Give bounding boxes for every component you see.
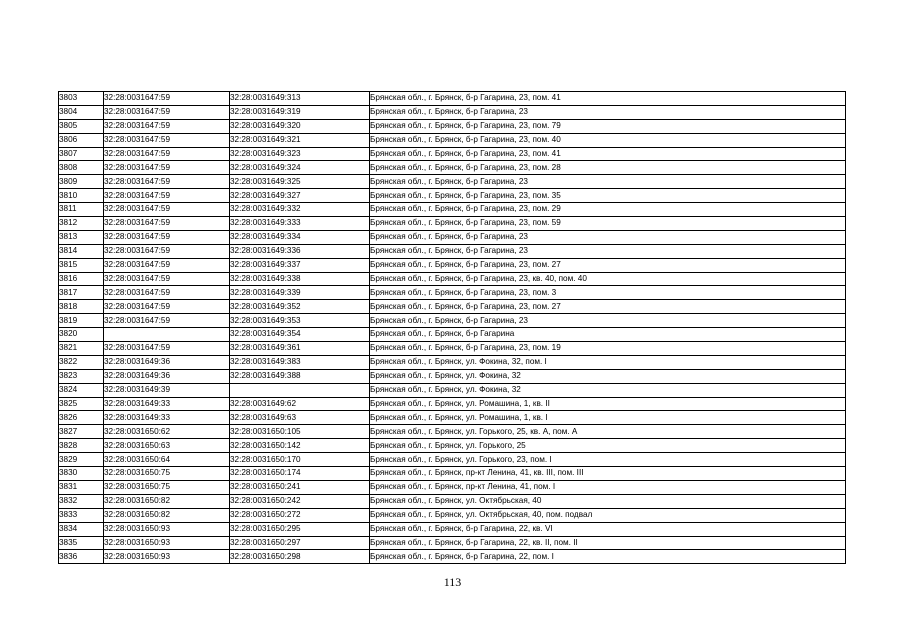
cadastral-number-cell: 32:28:0031649:324 (230, 161, 370, 175)
parent-cadastral-number-cell: 32:28:0031650:62 (104, 425, 230, 439)
table-row (59, 300, 846, 314)
row-number-cell: 3816 (59, 272, 104, 286)
address-cell: Брянская обл., г. Брянск, б-р Гагарина, 23, пом. 19 (370, 342, 846, 356)
parent-cadastral-number-cell (104, 328, 230, 342)
table-row (59, 425, 846, 439)
parent-cadastral-number-cell: 32:28:0031650:93 (104, 522, 230, 536)
address-cell: Брянская обл., г. Брянск, ул. Ромашина, 1, кв. I (370, 411, 846, 425)
address-cell: Брянская обл., г. Брянск, б-р Гагарина, 23 (370, 314, 846, 328)
cadastral-number-cell: 32:28:0031650:242 (230, 494, 370, 508)
address-cell: Брянская обл., г. Брянск, ул. Горького, 23, пом. I (370, 453, 846, 467)
cadastral-number-cell: 32:28:0031650:295 (230, 522, 370, 536)
cadastral-number-cell: 32:28:0031649:354 (230, 328, 370, 342)
row-number-cell: 3813 (59, 230, 104, 244)
address-cell: Брянская обл., г. Брянск, б-р Гагарина, 23, пом. 41 (370, 92, 846, 106)
address-cell: Брянская обл., г. Брянск, б-р Гагарина, 23, пом. 40 (370, 133, 846, 147)
table-row (59, 230, 846, 244)
cadastral-number-cell: 32:28:0031650:174 (230, 467, 370, 481)
table-row (59, 92, 846, 106)
cadastral-number-cell: 32:28:0031650:298 (230, 550, 370, 564)
parent-cadastral-number-cell: 32:28:0031650:82 (104, 508, 230, 522)
row-number-cell: 3820 (59, 328, 104, 342)
table-body (59, 92, 846, 564)
cadastral-number-cell: 32:28:0031649:332 (230, 203, 370, 217)
cadastral-number-cell: 32:28:0031649:339 (230, 286, 370, 300)
row-number-cell: 3803 (59, 92, 104, 106)
row-number-cell: 3824 (59, 383, 104, 397)
table-row (59, 439, 846, 453)
parent-cadastral-number-cell: 32:28:0031647:59 (104, 161, 230, 175)
table-row (59, 467, 846, 481)
address-cell: Брянская обл., г. Брянск, ул. Фокина, 32, пом. I (370, 355, 846, 369)
row-number-cell: 3827 (59, 425, 104, 439)
parent-cadastral-number-cell: 32:28:0031647:59 (104, 300, 230, 314)
row-number-cell: 3833 (59, 508, 104, 522)
row-number-cell: 3818 (59, 300, 104, 314)
address-cell: Брянская обл., г. Брянск, пр-кт Ленина, 41, кв. III, пом. III (370, 467, 846, 481)
parent-cadastral-number-cell: 32:28:0031647:59 (104, 203, 230, 217)
parent-cadastral-number-cell: 32:28:0031647:59 (104, 92, 230, 106)
row-number-cell: 3809 (59, 175, 104, 189)
address-cell: Брянская обл., г. Брянск, б-р Гагарина, 23, пом. 27 (370, 300, 846, 314)
parent-cadastral-number-cell: 32:28:0031649:36 (104, 355, 230, 369)
cadastral-number-cell: 32:28:0031649:353 (230, 314, 370, 328)
address-cell: Брянская обл., г. Брянск, б-р Гагарина, 22, пом. I (370, 550, 846, 564)
table-row (59, 536, 846, 550)
row-number-cell: 3819 (59, 314, 104, 328)
parent-cadastral-number-cell: 32:28:0031647:59 (104, 272, 230, 286)
parent-cadastral-number-cell: 32:28:0031647:59 (104, 119, 230, 133)
row-number-cell: 3834 (59, 522, 104, 536)
row-number-cell: 3823 (59, 369, 104, 383)
parent-cadastral-number-cell: 32:28:0031647:59 (104, 342, 230, 356)
cadastral-number-cell: 32:28:0031649:337 (230, 258, 370, 272)
address-cell: Брянская обл., г. Брянск, б-р Гагарина, 23 (370, 244, 846, 258)
cadastral-number-cell: 32:28:0031650:105 (230, 425, 370, 439)
cadastral-number-cell: 32:28:0031650:142 (230, 439, 370, 453)
table-row (59, 217, 846, 231)
cadastral-number-cell: 32:28:0031649:325 (230, 175, 370, 189)
row-number-cell: 3815 (59, 258, 104, 272)
cadastral-number-cell: 32:28:0031649:334 (230, 230, 370, 244)
cadastral-number-cell: 32:28:0031650:170 (230, 453, 370, 467)
table-row (59, 480, 846, 494)
cadastral-number-cell: 32:28:0031649:336 (230, 244, 370, 258)
row-number-cell: 3812 (59, 217, 104, 231)
row-number-cell: 3835 (59, 536, 104, 550)
address-cell: Брянская обл., г. Брянск, б-р Гагарина, 23, пом. 41 (370, 147, 846, 161)
table-row (59, 286, 846, 300)
row-number-cell: 3825 (59, 397, 104, 411)
table-row (59, 119, 846, 133)
parent-cadastral-number-cell: 32:28:0031647:59 (104, 175, 230, 189)
cadastral-number-cell: 32:28:0031649:352 (230, 300, 370, 314)
parent-cadastral-number-cell: 32:28:0031649:36 (104, 369, 230, 383)
address-cell: Брянская обл., г. Брянск, ул. Горького, 25 (370, 439, 846, 453)
row-number-cell: 3821 (59, 342, 104, 356)
address-cell: Брянская обл., г. Брянск, ул. Октябрьская, 40, пом. подвал (370, 508, 846, 522)
cadastral-number-cell: 32:28:0031649:333 (230, 217, 370, 231)
parent-cadastral-number-cell: 32:28:0031647:59 (104, 189, 230, 203)
address-cell: Брянская обл., г. Брянск, ул. Горького, 25, кв. А, пом. А (370, 425, 846, 439)
parent-cadastral-number-cell: 32:28:0031649:39 (104, 383, 230, 397)
row-number-cell: 3804 (59, 105, 104, 119)
address-cell: Брянская обл., г. Брянск, ул. Октябрьская, 40 (370, 494, 846, 508)
parent-cadastral-number-cell: 32:28:0031649:33 (104, 411, 230, 425)
address-cell: Брянская обл., г. Брянск, б-р Гагарина, 23 (370, 105, 846, 119)
cadastral-number-cell: 32:28:0031649:323 (230, 147, 370, 161)
row-number-cell: 3807 (59, 147, 104, 161)
parent-cadastral-number-cell: 32:28:0031650:63 (104, 439, 230, 453)
address-cell: Брянская обл., г. Брянск, пр-кт Ленина, 41, пом. I (370, 480, 846, 494)
address-cell: Брянская обл., г. Брянск, б-р Гагарина, 22, кв. VI (370, 522, 846, 536)
parent-cadastral-number-cell: 32:28:0031650:82 (104, 494, 230, 508)
table-row (59, 397, 846, 411)
address-cell: Брянская обл., г. Брянск, б-р Гагарина, 23, пом. 59 (370, 217, 846, 231)
table-row (59, 189, 846, 203)
row-number-cell: 3828 (59, 439, 104, 453)
cadastral-number-cell: 32:28:0031649:388 (230, 369, 370, 383)
row-number-cell: 3826 (59, 411, 104, 425)
table-row (59, 133, 846, 147)
address-cell: Брянская обл., г. Брянск, б-р Гагарина (370, 328, 846, 342)
parent-cadastral-number-cell: 32:28:0031650:75 (104, 467, 230, 481)
page-number: 113 (443, 575, 462, 589)
parent-cadastral-number-cell: 32:28:0031647:59 (104, 230, 230, 244)
cadastral-registry-table (58, 91, 846, 564)
table-row (59, 258, 846, 272)
cadastral-number-cell: 32:28:0031649:62 (230, 397, 370, 411)
table-row (59, 175, 846, 189)
row-number-cell: 3808 (59, 161, 104, 175)
row-number-cell: 3829 (59, 453, 104, 467)
parent-cadastral-number-cell: 32:28:0031647:59 (104, 244, 230, 258)
parent-cadastral-number-cell: 32:28:0031647:59 (104, 286, 230, 300)
cadastral-number-cell: 32:28:0031649:63 (230, 411, 370, 425)
address-cell: Брянская обл., г. Брянск, б-р Гагарина, 23, пом. 29 (370, 203, 846, 217)
address-cell: Брянская обл., г. Брянск, б-р Гагарина, 23, кв. 40, пом. 40 (370, 272, 846, 286)
row-number-cell: 3810 (59, 189, 104, 203)
table-row (59, 369, 846, 383)
cadastral-number-cell: 32:28:0031650:272 (230, 508, 370, 522)
address-cell: Брянская обл., г. Брянск, б-р Гагарина, 22, кв. II, пом. II (370, 536, 846, 550)
parent-cadastral-number-cell: 32:28:0031647:59 (104, 133, 230, 147)
row-number-cell: 3817 (59, 286, 104, 300)
parent-cadastral-number-cell: 32:28:0031647:59 (104, 217, 230, 231)
row-number-cell: 3805 (59, 119, 104, 133)
cadastral-number-cell (230, 383, 370, 397)
address-cell: Брянская обл., г. Брянск, б-р Гагарина, 23 (370, 230, 846, 244)
parent-cadastral-number-cell: 32:28:0031647:59 (104, 314, 230, 328)
address-cell: Брянская обл., г. Брянск, б-р Гагарина, 23 (370, 175, 846, 189)
cadastral-number-cell: 32:28:0031649:313 (230, 92, 370, 106)
address-cell: Брянская обл., г. Брянск, б-р Гагарина, 23, пом. 35 (370, 189, 846, 203)
address-cell: Брянская обл., г. Брянск, ул. Фокина, 32 (370, 369, 846, 383)
parent-cadastral-number-cell: 32:28:0031647:59 (104, 105, 230, 119)
parent-cadastral-number-cell: 32:28:0031650:93 (104, 550, 230, 564)
row-number-cell: 3830 (59, 467, 104, 481)
parent-cadastral-number-cell: 32:28:0031650:75 (104, 480, 230, 494)
row-number-cell: 3832 (59, 494, 104, 508)
table-row (59, 508, 846, 522)
address-cell: Брянская обл., г. Брянск, ул. Ромашина, 1, кв. II (370, 397, 846, 411)
table-row (59, 411, 846, 425)
cadastral-number-cell: 32:28:0031649:327 (230, 189, 370, 203)
table-row (59, 355, 846, 369)
table-row (59, 383, 846, 397)
row-number-cell: 3814 (59, 244, 104, 258)
table-row (59, 203, 846, 217)
table-row (59, 105, 846, 119)
table-row (59, 453, 846, 467)
table-row (59, 244, 846, 258)
row-number-cell: 3822 (59, 355, 104, 369)
cadastral-number-cell: 32:28:0031649:320 (230, 119, 370, 133)
cadastral-number-cell: 32:28:0031650:241 (230, 480, 370, 494)
parent-cadastral-number-cell: 32:28:0031649:33 (104, 397, 230, 411)
address-cell: Брянская обл., г. Брянск, б-р Гагарина, 23, пом. 27 (370, 258, 846, 272)
row-number-cell: 3811 (59, 203, 104, 217)
address-cell: Брянская обл., г. Брянск, б-р Гагарина, 23, пом. 79 (370, 119, 846, 133)
table-row (59, 550, 846, 564)
row-number-cell: 3831 (59, 480, 104, 494)
table-row (59, 272, 846, 286)
address-cell: Брянская обл., г. Брянск, б-р Гагарина, 23, пом. 3 (370, 286, 846, 300)
cadastral-number-cell: 32:28:0031650:297 (230, 536, 370, 550)
address-cell: Брянская обл., г. Брянск, б-р Гагарина, 23, пом. 28 (370, 161, 846, 175)
parent-cadastral-number-cell: 32:28:0031647:59 (104, 147, 230, 161)
table-row (59, 328, 846, 342)
address-cell: Брянская обл., г. Брянск, ул. Фокина, 32 (370, 383, 846, 397)
table-row (59, 342, 846, 356)
parent-cadastral-number-cell: 32:28:0031650:93 (104, 536, 230, 550)
table-row (59, 314, 846, 328)
parent-cadastral-number-cell: 32:28:0031647:59 (104, 258, 230, 272)
row-number-cell: 3836 (59, 550, 104, 564)
table-row (59, 147, 846, 161)
table-row (59, 522, 846, 536)
cadastral-number-cell: 32:28:0031649:319 (230, 105, 370, 119)
cadastral-number-cell: 32:28:0031649:383 (230, 355, 370, 369)
row-number-cell: 3806 (59, 133, 104, 147)
cadastral-number-cell: 32:28:0031649:338 (230, 272, 370, 286)
cadastral-number-cell: 32:28:0031649:321 (230, 133, 370, 147)
table-row (59, 161, 846, 175)
parent-cadastral-number-cell: 32:28:0031650:64 (104, 453, 230, 467)
table-row (59, 494, 846, 508)
cadastral-number-cell: 32:28:0031649:361 (230, 342, 370, 356)
